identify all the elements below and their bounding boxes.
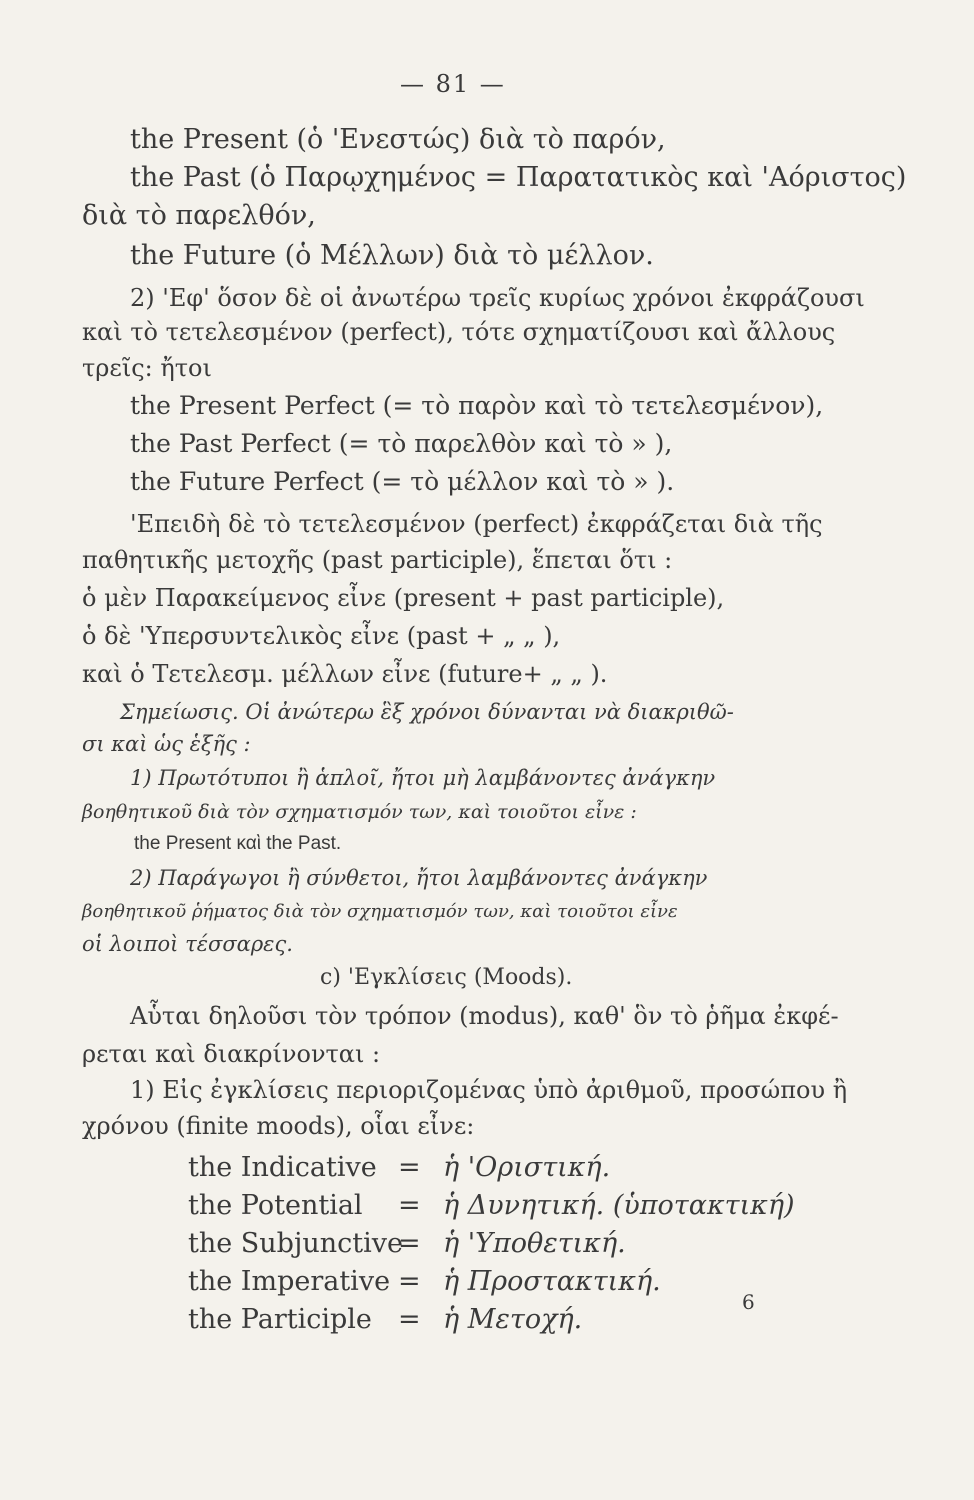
mood-greek: ἡ Μετοχή. <box>443 1304 583 1335</box>
mood-equals: = <box>398 1190 421 1221</box>
mood-row <box>188 1228 626 1260</box>
text-line-1: the Present (ὁ 'Ενεστώς) διὰ τὸ παρόν, <box>130 124 666 155</box>
text-line-9: the Past Perfect (= τὸ παρελθὸν καὶ τὸ » ), <box>130 429 673 458</box>
mood-equals: = <box>398 1304 421 1335</box>
text-line-6: καὶ τὸ τετελεσμένον (perfect), τότε σχηματίζουσι καὶ ἄλλους <box>82 318 836 346</box>
mood-english: the Indicative <box>188 1152 377 1183</box>
note-heading: Σημείωσις. Οἱ ἀνώτερω ἓξ χρόνοι δύνανται νὰ διακριθῶ- <box>120 700 734 724</box>
mood-row <box>188 1152 610 1184</box>
section-heading-moods: c) 'Εγκλίσεις (Moods). <box>320 965 573 990</box>
mood-greek: ἡ Προστακτική. <box>443 1266 661 1297</box>
mood-english: the Imperative <box>188 1266 391 1297</box>
mood-equals: = <box>398 1228 421 1259</box>
text-line-13: ὁ μὲν Παρακείμενος εἶνε (present + past participle), <box>82 584 725 612</box>
text-line-14: ὁ δὲ 'Υπερσυντελικὸς εἶνε (past + „ „ ), <box>82 622 561 650</box>
text-line-12: παθητικῆς μετοχῆς (past participle), ἕπεται ὅτι : <box>82 546 673 574</box>
text-line-3: διὰ τὸ παρελθόν, <box>82 200 316 231</box>
page-number: — 81 — <box>400 70 506 98</box>
text-line-7: τρεῖς: ἤτοι <box>82 354 212 382</box>
text-line-19: βοηθητικοῦ διὰ τὸν σχηματισμόν των, καὶ τοιοῦτοι εἶνε : <box>82 801 637 823</box>
mood-row <box>188 1266 661 1298</box>
mood-equals: = <box>398 1152 421 1183</box>
text-line-28: χρόνου (finite moods), οἷαι εἶνε: <box>82 1112 475 1140</box>
text-line-5: 2) 'Εφ' ὅσον δὲ οἱ ἀνωτέρω τρεῖς κυρίως χρόνοι ἐκφράζουσι <box>130 284 865 312</box>
text-line-21: 2) Παράγωγοι ἢ σύνθετοι, ἤτοι λαμβάνοντες ἀνάγκην <box>130 866 708 890</box>
text-line-26: ρεται καὶ διακρίνονται : <box>82 1040 381 1068</box>
text-line-8: the Present Perfect (= τὸ παρὸν καὶ τὸ τετελεσμένον), <box>130 391 824 420</box>
text-line-27: 1) Εἰς ἐγκλίσεις περιοριζομένας ὑπὸ ἀριθμοῦ, προσώπου ἢ <box>130 1076 848 1104</box>
mood-row <box>188 1190 795 1222</box>
mood-english: the Participle <box>188 1304 372 1335</box>
mood-greek: ἡ 'Υποθετική. <box>443 1228 626 1259</box>
text-line-4: the Future (ὁ Μέλλων) διὰ τὸ μέλλον. <box>130 240 654 271</box>
signature-mark: 6 <box>742 1290 755 1314</box>
text-line-17: σι καὶ ὡς ἑξῆς : <box>82 732 251 756</box>
text-line-11: 'Επειδὴ δὲ τὸ τετελεσμένον (perfect) ἐκφράζεται διὰ τῆς <box>130 510 823 538</box>
mood-row <box>188 1304 582 1336</box>
mood-greek: ἡ 'Οριστική. <box>443 1152 611 1183</box>
text-line-10: the Future Perfect (= τὸ μέλλον καὶ τὸ » ). <box>130 467 675 496</box>
text-line-22: βοηθητικοῦ ῥήματος διὰ τὸν σχηματισμόν των, καὶ τοιοῦτοι εἶνε <box>82 901 678 922</box>
text-line-18: 1) Πρωτότυποι ἢ ἁπλοῖ, ἤτοι μὴ λαμβάνοντες ἀνάγκην <box>130 766 716 790</box>
text-line-20: the Present καὶ the Past. <box>134 833 342 854</box>
text-line-25: Αὗται δηλοῦσι τὸν τρόπον (modus), καθ' ὃν τὸ ῥῆμα ἐκφέ- <box>130 1002 839 1030</box>
text-line-2: the Past (ὁ Παρῳχημένος = Παρατατικὸς καὶ 'Αόριστος) <box>130 162 907 193</box>
mood-english: the Potential <box>188 1190 363 1221</box>
text-line-15: καὶ ὁ Τετελεσμ. μέλλων εἶνε (future+ „ „ ). <box>82 660 608 688</box>
text-line-23: οἱ λοιποὶ τέσσαρες. <box>82 932 293 956</box>
mood-greek: ἡ Δυνητική. (ὑποτακτική) <box>443 1190 795 1221</box>
mood-english: the Subjunctive <box>188 1228 403 1259</box>
mood-equals: = <box>398 1266 421 1297</box>
